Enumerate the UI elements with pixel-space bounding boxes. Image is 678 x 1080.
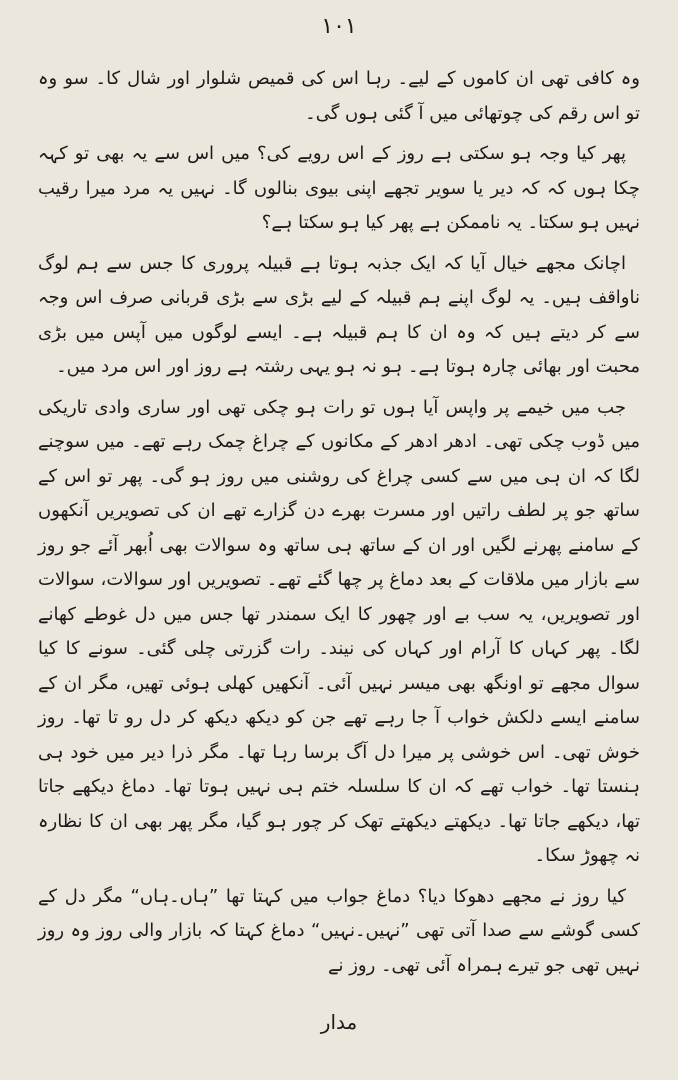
page-footer: مدار	[320, 1010, 358, 1034]
paragraph: اچانک مجھے خیال آیا کہ ایک جذبہ ہوتا ہے قبیلہ پروری کا جس سے ہم لوگ ناواقف ہیں۔ یہ لوگ اپنے ہم قبیلہ کے لیے بڑی سے بڑی قربانی صرف اس وجہ سے کر دیتے ہیں کہ وہ ان کا ہم قبیلہ ہے۔ ایسے لوگوں میں آپس میں بڑی محبت اور بھائی چارہ ہوتا ہے۔ ہو نہ ہو یہی رشتہ ہے روز اور اس مرد میں۔	[38, 252, 640, 377]
body-text	[38, 62, 640, 989]
paragraph: وہ کافی تھی ان کاموں کے لیے۔ رہا اس کی قمیص شلوار اور شال کا۔ سو وہ تو اس رقم کی چوتھائی میں آ گئی ہوں گی۔	[38, 68, 640, 124]
page-number: ۱۰۱	[321, 14, 357, 39]
paragraph: جب میں خیمے پر واپس آیا ہوں تو رات ہو چکی تھی اور ساری وادی تاریکی میں ڈوب چکی تھی۔ ادھر ادھر کے مکانوں کے چراغ چمک رہے تھے۔ میں سوچنے لگا کہ ان ہی میں سے کسی چراغ کی روشنی میں روز ہو گی۔ پھر تو اس کے ساتھ جو پر لطف راتیں اور مسرت بھرے دن گزارے تھے ان کی تصویریں آنکھوں کے سامنے پھرنے لگیں اور ان کے ساتھ ہی ساتھ وہ سوالات بھی اُبھر آئے جو روز سے بازار میں ملاقات کے بعد دماغ پر چھا گئے تھے۔ تصویریں اور سوالات، سوالات اور تصویریں، یہ سب بے اور چھور کا ایک سمندر تھا جس میں دل غوطے کھانے لگا۔ پھر کہاں کا آرام اور کہاں کی نیند۔ رات گزرتی چلی گئی۔ سونے کا کیا سوال مجھے تو اونگھ بھی میسر نہیں آئی۔ آنکھیں کھلی ہوئی تھیں، مگر ان کے سامنے ایسے دلکش خواب آ جا رہے تھے جن کو دیکھ دیکھ کر دل رو تا تھا۔ روز خوش تھی۔ اس خوشی پر میرا دل آگ برسا رہا تھا۔ مگر ذرا دیر میں خود ہی ہنستا تھا۔ خواب تھے کہ ان کا سلسلہ ختم ہی نہیں ہوتا تھا۔ دماغ دیکھے جاتا تھا، دیکھے جاتا تھا۔ دیکھتے دیکھتے تھک کر چور ہو گیا، مگر پھر بھی ان کا نظارہ نہ چھوڑ سکا۔	[38, 396, 640, 866]
paragraph: پھر کیا وجہ ہو سکتی ہے روز کے اس رویے کی؟ میں اس سے یہ بھی تو کہہ چکا ہوں کہ کہ دیر یا سویر تجھے اپنی بیوی بنالوں گا۔ نہیں یہ مرد میرا رقیب نہیں ہو سکتا۔ یہ ناممکن ہے پھر کیا ہو سکتا ہے؟	[38, 143, 640, 233]
paragraph: کیا روز نے مجھے دھوکا دیا؟ دماغ جواب میں کہتا تھا ”ہاں۔ہاں“ مگر دل کے کسی گوشے سے صدا آتی تھی ”نہیں۔نہیں“ دماغ کہتا کہ بازار والی روز وہ روز نہیں تھی جو تیرے ہمراہ آئی تھی۔ روز نے	[38, 885, 640, 976]
